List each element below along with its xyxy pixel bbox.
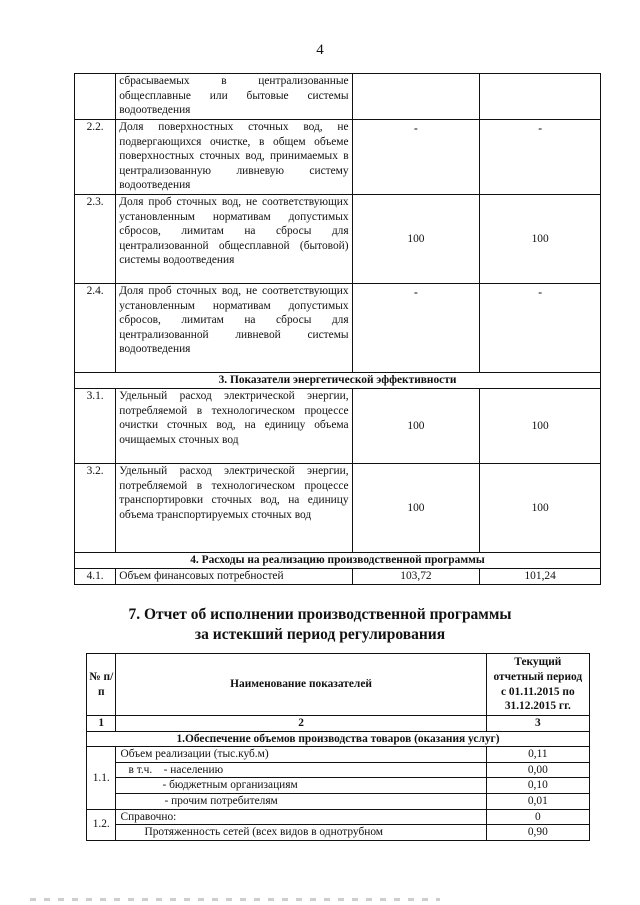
report-heading-line-2: за истекший период регулирования [194,626,446,643]
row-value: 0,10 [486,778,589,794]
row-name: Удельный расход электрической энергии, потребляемой в технологическом процессе очистки сточных вод, на единицу объема очищаемых сточных вод [116,389,352,464]
row-value: 0,00 [486,762,589,778]
row-label: - прочим потребителям [116,793,486,809]
column-number: 1 [87,716,116,732]
row-value-1 [352,74,480,120]
row-value-2: 100 [480,195,601,284]
table-row [75,464,601,553]
table-row [87,825,590,841]
row-value-1: 103,72 [352,569,480,585]
table-row [75,195,601,284]
row-label: Объем реализации (тыс.куб.м) [116,747,486,763]
table-row [87,809,590,825]
scan-artifact [30,898,440,901]
table-row [75,120,601,195]
section-title: 3. Показатели энергетической эффективности [75,373,601,389]
table-row [87,747,590,763]
row-name: сбрасываемых в централизованные общесплавные или бытовые системы водоотведения [116,74,352,120]
column-number: 3 [486,716,589,732]
table-row [75,74,601,120]
row-name: Удельный расход электрической энергии, потребляемой в технологическом процессе транспортировки сточных вод, на единицу объема транспортируемых сточных вод [116,464,352,553]
section-row [87,731,590,747]
header-period: Текущий отчетный период с 01.11.2015 по 31.12.2015 гг. [486,654,589,716]
row-value-2: 100 [480,389,601,464]
row-label: в т.ч. - населению [116,762,486,778]
row-label: - бюджетным организациям [116,778,486,794]
row-value: 0,01 [486,793,589,809]
row-value-2 [480,74,601,120]
report-heading-line-1: 7. Отчет об исполнении производственной программы [128,606,512,623]
row-number: 3.2. [75,464,116,553]
indicators-table [74,73,601,585]
row-name: Доля проб сточных вод, не соответствующих установленным нормативам допустимых сбросов, лимитам на сбросы для централизованной ливневой системы водоотведения [116,284,352,373]
row-number: 3.1. [75,389,116,464]
table-row [87,793,590,809]
column-numbers-row [87,716,590,732]
section-title: 4. Расходы на реализацию производственной программы [75,553,601,569]
row-name: Доля проб сточных вод, не соответствующих установленным нормативам допустимых сбросов, лимитам на сбросы для централизованной общесплавной (бытовой) системы водоотведения [116,195,352,284]
row-value: 0,11 [486,747,589,763]
section-title: 1.Обеспечение объемов производства товаров (оказания услуг) [87,731,590,747]
table-row [75,389,601,464]
table-row [87,762,590,778]
header-number: № п/п [87,654,116,716]
group-number: 1.2. [87,809,116,840]
section-row [75,373,601,389]
row-value-1: 100 [352,389,480,464]
page-number: 4 [316,42,324,58]
row-number: 2.4. [75,284,116,373]
row-value: 0 [486,809,589,825]
column-number: 2 [116,716,486,732]
row-value-1: - [352,284,480,373]
section-row [75,553,601,569]
header-row [87,654,590,716]
table-row [75,569,601,585]
row-value-2: - [480,120,601,195]
table-row [87,778,590,794]
row-value-1: 100 [352,195,480,284]
row-value-1: - [352,120,480,195]
row-number: 2.2. [75,120,116,195]
header-name: Наименование показателей [116,654,486,716]
row-number: 4.1. [75,569,116,585]
row-label: Справочно: [116,809,486,825]
group-number: 1.1. [87,747,116,809]
row-value-2: 100 [480,464,601,553]
row-value-2: 101,24 [480,569,601,585]
row-number [75,74,116,120]
row-number: 2.3. [75,195,116,284]
row-label: Протяженность сетей (всех видов в однотрубном [116,825,486,841]
table-row [75,284,601,373]
row-value-1: 100 [352,464,480,553]
row-name: Доля поверхностных сточных вод, не подвергающихся очистке, в общем объеме поверхностных сточных вод, принимаемых в централизованную ливневую систему водоотведения [116,120,352,195]
report-table [86,653,590,841]
row-value-2: - [480,284,601,373]
row-value: 0,90 [486,825,589,841]
row-name: Объем финансовых потребностей [116,569,352,585]
